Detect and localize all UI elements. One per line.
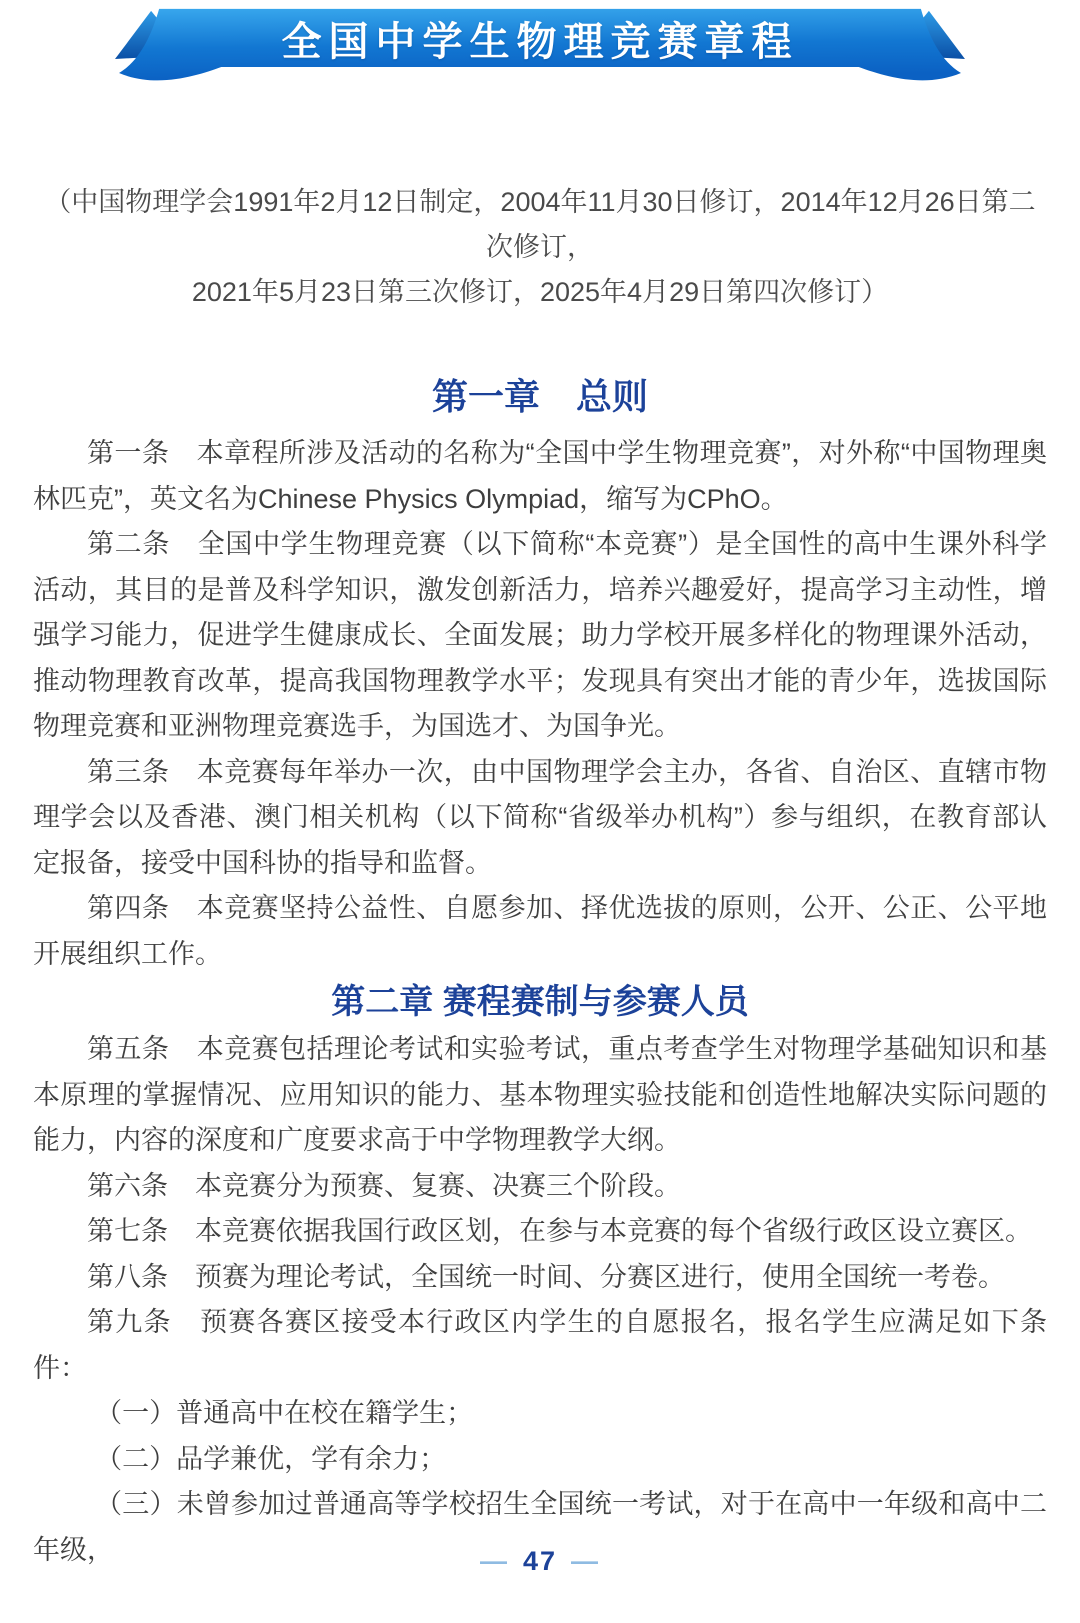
- condition-item-3: （三）未曾参加过普通高等学校招生全国统一考试，对于在高中一年级和高中二年级，: [33, 1489, 1047, 1565]
- article-8-paragraph: 第八条 预赛为理论考试，全国统一时间、分赛区进行，使用全国统一考卷。: [87, 1261, 1005, 1292]
- article-3-paragraph: 第三条 本竞赛每年举办一次，由中国物理学会主办，各省、自治区、直辖市物理学会以及香港、澳门相关机构（以下简称“省级举办机构”）参与组织，在教育部认定报备，接受中国科协的指导和监督。: [33, 756, 1047, 878]
- header-banner: [109, 6, 971, 92]
- article-9-paragraph: 第九条 预赛各赛区接受本行政区内学生的自愿报名，报名学生应满足如下条件：: [33, 1307, 1047, 1383]
- footer-dash-right: —: [571, 1546, 601, 1576]
- article-5-paragraph: 第五条 本竞赛包括理论考试和实验考试，重点考查学生对物理学基础知识和基本原理的掌握情况、应用知识的能力、基本物理实验技能和创造性地解决实际问题的能力，内容的深度和广度要求高于中学物理教学大纲。: [33, 1034, 1047, 1155]
- page-number: 47: [522, 1546, 558, 1576]
- condition-item-1: （一）普通高中在校在籍学生；: [95, 1398, 474, 1428]
- page-title: 全国中学生物理竞赛章程: [281, 19, 799, 64]
- condition-item-2: （二）品学兼优，学有余力；: [95, 1443, 447, 1474]
- article-2-paragraph: 第二条 全国中学生物理竞赛（以下简称“本竞赛”）是全国性的高中生课外科学活动，其目的是普及科学知识，激发创新活力，培养兴趣爱好，提高学习主动性，增强学习能力，促进学生健康成长、全面发展；助力学校开展多样化的物理课外活动，推动物理教育改革，提高我国物理教学水平；发现具有突出才能的青少年，选拔国际物理竞赛和亚洲物理竞赛选手，为国选才、为国争光。: [33, 529, 1047, 741]
- article-1-paragraph: 第一条 本章程所涉及活动的名称为“全国中学生物理竞赛”，对外称“中国物理奥林匹克”，英文名为Chinese Physics Olympiad，缩写为CPhO。: [33, 438, 1047, 514]
- chapter2-title: 第二章 赛程赛制与参赛人员: [331, 983, 749, 1021]
- page-footer: [0, 1546, 1080, 1577]
- page: [0, 6, 1080, 1623]
- article-4-paragraph: 第四条 本竞赛坚持公益性、自愿参加、择优选拔的原则，公开、公正、公平地开展组织工作。: [33, 893, 1047, 969]
- footer-dash-left: —: [479, 1546, 509, 1576]
- revision-note-line1: （中国物理学会1991年2月12日制定，2004年11月30日修订，2014年12月26日第二次修订，: [44, 187, 1036, 262]
- article-6-paragraph: 第六条 本竞赛分为预赛、复赛、决赛三个阶段。: [87, 1170, 681, 1201]
- revision-note-line2: 2021年5月23日第三次修订，2025年4月29日第四次修订）: [191, 277, 889, 307]
- article-7-paragraph: 第七条 本竞赛依据我国行政区划，在参与本竞赛的每个省级行政区设立赛区。: [87, 1216, 1032, 1246]
- revision-note: [33, 180, 1047, 315]
- document-body: [0, 180, 1080, 1573]
- chapter1-title: 第一章 总则: [431, 376, 648, 417]
